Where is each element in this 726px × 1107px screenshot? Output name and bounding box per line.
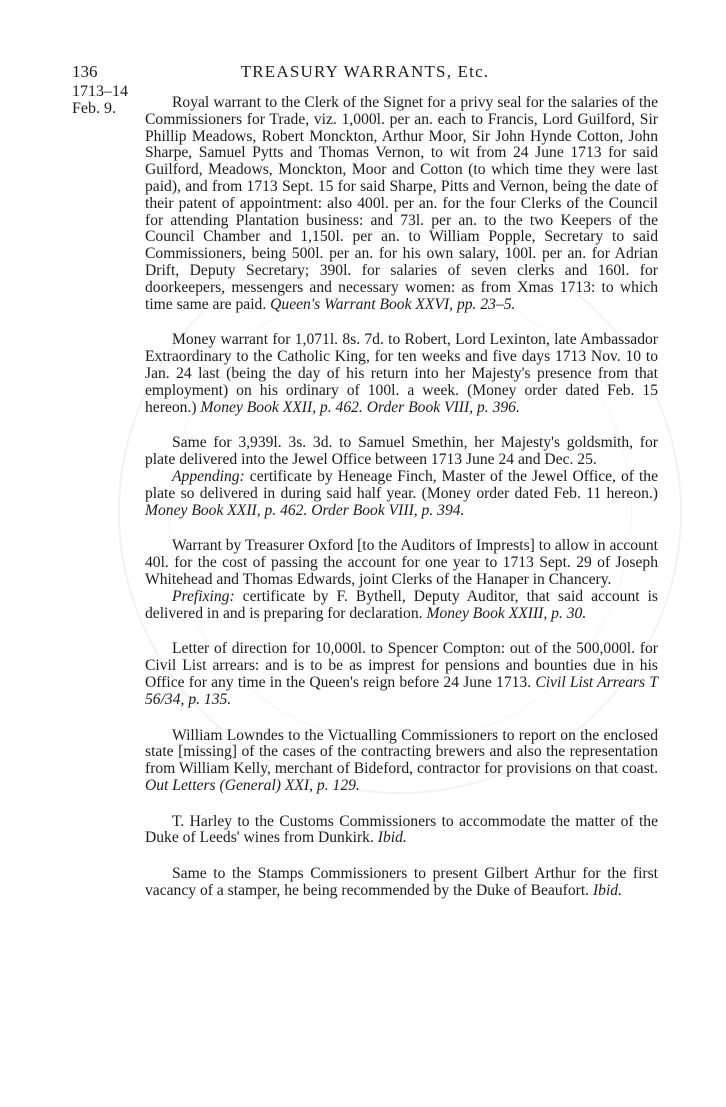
entry-paragraph: [145, 589, 658, 623]
entry-text: certificate by F. Bythell, Deputy Auditor, that said account is delivered in and is preparing for declaration.: [145, 587, 658, 622]
entry-paragraph: [145, 538, 658, 588]
entry-reference: Ibid.: [592, 882, 622, 900]
entry-text: Same for 3,939l. 3s. 3d. to Samuel Smethin, her Majesty's goldsmith, for plate delivered into the Jewel Office between 1713 June 24 and Dec. 25.: [145, 434, 658, 469]
entry-paragraph: [145, 641, 658, 708]
margin-year: 1713–14: [72, 83, 128, 100]
entry-text: certificate by Heneage Finch, Master of the Jewel Office, of the plate so delivered in during said half year. (Money order dated Feb. 11 hereon.): [145, 467, 659, 502]
entry-text: Warrant by Treasurer Oxford [to the Auditors of Imprests] to allow in account 40l. for the cost of passing the account for one year to 1713 Sept. 29 of Joseph Whitehead and Thomas Edwards, joint Clerks of the Hanaper in Chancery.: [145, 537, 658, 588]
entry-reference: Queen's Warrant Book XXVI, pp. 23–5.: [270, 295, 516, 313]
entry-paragraph: [145, 95, 658, 313]
entry-paragraph: [145, 469, 658, 519]
margin-day: Feb. 9.: [72, 100, 116, 117]
entry: [145, 435, 658, 519]
entry-lead: Appending:: [172, 467, 245, 485]
page-header: [72, 62, 658, 84]
entry: [145, 728, 658, 795]
entry-text: William Lowndes to the Victualling Commissioners to report on the enclosed state [missing] of the cases of the contracting brewers and also the representation from William Kelly, merchant of Bideford, contractor for provisions on that coast.: [145, 726, 658, 778]
entry-paragraph: [145, 332, 658, 416]
entry-reference: Civil List Arrears T 56/34, p. 135.: [145, 673, 659, 708]
entry-reference: Out Letters (General) XXI, p. 129.: [145, 776, 360, 794]
entry-paragraph: [145, 435, 658, 469]
entry-reference: Money Book XXII, p. 462. Order Book VIII, p. 396.: [200, 398, 520, 416]
entry-text: Royal warrant to the Clerk of the Signet for a privy seal for the salaries of the Commissioners for Trade, viz. 1,000l. per an. each to Francis, Lord Guilford, Sir Phillip Meadows, Robert Monckton, Arthur Moor, Sir John Hynde Cotton, John Sharpe, Samuel Pytts and Thomas Vernon, to wit from 24 June 1713 for said Guilford, Meadows, Monckton, Moor and Cotton (to which time they were last paid), and from 1713 Sept. 15 for said Sharpe, Pitts and Vernon, being the date of their patent of appointment: also 400l. per an. for the four Clerks of the Council for attending Plantation business: and 73l. per an. to the two Keepers of the Council Chamber and 1,150l. per an. to William Popple, Secretary to said Commissioners, being 500l. per an. for his own salary, 100l. per an. for Adrian Drift, Deputy Secretary; 390l. for salaries of seven clerks and 160l. for doorkeepers, messengers and necessary women: as from Xmas 1713: to which time same are paid.: [145, 94, 658, 313]
entry: [145, 538, 658, 622]
entry-text: Letter of direction for 10,000l. to Spencer Compton: out of the 500,000l. for Civil List arrears: and is to be as imprest for pensions and bounties due in his Office for any time in the Queen's reign before 24 June 1713.: [145, 640, 658, 691]
margin-date: [72, 83, 128, 117]
entry-paragraph: [145, 728, 658, 795]
entry-paragraph: [145, 866, 658, 900]
entries-body: [145, 95, 658, 919]
entry-reference: Money Book XXII, p. 462. Order Book VIII, p. 394.: [145, 501, 465, 519]
entry-lead: Prefixing:: [172, 587, 235, 605]
page-number: 136: [72, 62, 98, 81]
entry-text: Same to the Stamps Commissioners to present Gilbert Arthur for the first vacancy of a stamper, he being recommended by the Duke of Beaufort.: [145, 865, 658, 900]
entry-text: T. Harley to the Customs Commissioners to accommodate the matter of the Duke of Leeds' wines from Dunkirk.: [145, 812, 658, 847]
entry: [145, 95, 658, 313]
entry-paragraph: [145, 814, 658, 848]
entry: [145, 332, 658, 416]
entry: [145, 641, 658, 708]
entry-reference: Money Book XXIII, p. 30.: [426, 604, 587, 622]
entry-reference: Ibid.: [377, 829, 407, 847]
entry: [145, 866, 658, 900]
entry-text: Money warrant for 1,071l. 8s. 7d. to Robert, Lord Lexinton, late Ambassador Extraordinary to the Catholic King, for ten weeks and five days 1713 Nov. 10 to Jan. 24 last (being the day of his return into her Majesty's presence from that employment) on his ordinary of 100l. a week. (Money order dated Feb. 15 hereon.): [145, 331, 658, 416]
entry: [145, 814, 658, 848]
running-title: TREASURY WARRANTS, Etc.: [240, 62, 490, 81]
